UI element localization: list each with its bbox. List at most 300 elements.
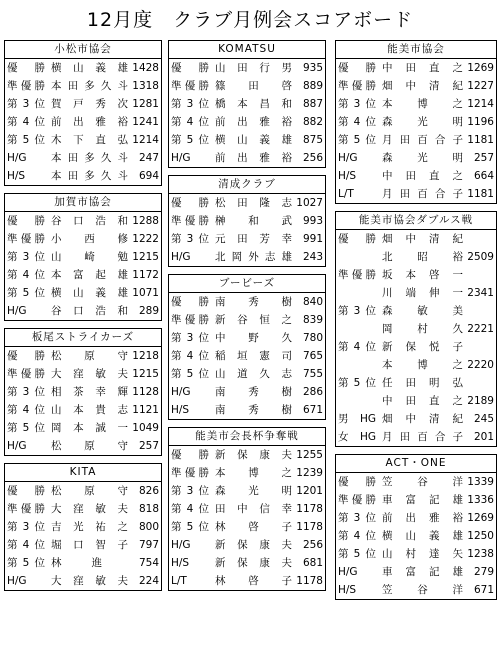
rank-label: 第5位 [7,134,45,146]
rank-label: L/T [171,575,187,587]
score-value: 1196 [467,116,494,128]
score-value: 1318 [132,80,159,92]
player-name: 森敏美 [382,305,463,317]
score-value: 2509 [467,251,494,263]
score-row [336,473,496,491]
score-value: 1172 [132,269,159,281]
player-name: 本富起雄 [51,269,128,281]
score-row [5,419,161,437]
score-value: 1281 [132,98,159,110]
box-header: ACT・ONE [336,455,496,473]
score-box [335,211,497,447]
score-row [5,518,161,536]
score-row [336,95,496,113]
score-row [169,500,325,518]
score-value: 2341 [467,287,494,299]
player-name: 松原守 [51,485,128,497]
score-row [169,329,325,347]
rank-label: H/G [171,539,191,551]
score-value: 1181 [467,134,494,146]
rank-label [338,356,376,374]
score-value [467,230,494,248]
player-name: 本博之 [382,359,463,371]
rank-label: 優勝 [338,233,376,245]
score-row [5,284,161,302]
rank-label: 優勝 [338,62,376,74]
rank-label: 準優勝 [171,80,209,92]
player-name: 畑中清紀 [382,413,463,425]
score-row [336,59,496,77]
score-row [5,572,161,590]
score-row [169,248,325,266]
score-row [336,266,496,284]
score-row [336,131,496,149]
player-name: 林啓子 [215,575,292,587]
rank-label: H/G [7,575,27,587]
page-title: 12月度 クラブ月例会スコアボード [86,9,414,31]
score-row [169,554,325,572]
score-row [169,383,325,401]
rank-label: 優勝 [171,62,209,74]
rank-label: 第5位 [338,134,376,146]
score-row [5,536,161,554]
score-row [5,230,161,248]
rank-label: 第5位 [171,368,209,380]
score-value: 935 [302,62,323,74]
score-value: 247 [138,152,159,164]
score-value: 694 [138,170,159,182]
score-value: 224 [138,575,159,587]
score-row [336,581,496,599]
score-value: 991 [302,233,323,245]
rank-label: 第4位 [7,539,45,551]
score-value: 1071 [132,287,159,299]
score-row [336,167,496,185]
score-value: 2221 [467,323,494,335]
player-name: 坂本啓一 [382,269,463,281]
score-row [336,392,496,410]
score-value: 800 [138,521,159,533]
rank-label: 第4位 [171,116,209,128]
rank-label: 優勝 [171,296,209,308]
score-value: 256 [302,539,323,551]
score-row [5,365,161,383]
player-name: 林進 [51,557,102,569]
score-row [169,518,325,536]
player-name: 谷口浩和 [51,215,128,227]
player-name: 稲垣憲司 [215,350,292,362]
score-box [4,193,162,321]
rank-label: 準優勝 [171,314,209,326]
rank-label: 優勝 [7,62,45,74]
score-row [336,374,496,392]
score-row [169,95,325,113]
score-row [336,356,496,374]
box-header: 能美市会長杯争奪戦 [169,428,325,446]
score-row [5,167,161,185]
rank-label: 第4位 [171,350,209,362]
player-name: 新保康夫 [215,449,292,461]
player-name: 大窪敏夫 [51,368,128,380]
player-name: 中野久 [215,332,292,344]
player-name: 横山義雄 [51,62,128,74]
rank-label: 第3位 [338,98,376,110]
player-name: 横山義雄 [51,287,128,299]
player-name: 中田直之 [382,62,463,74]
score-row [336,545,496,563]
rank-label: H/G [7,152,27,164]
score-box [168,274,326,420]
rank-label: H/G [7,305,27,317]
score-box [4,40,162,186]
score-value: 201 [473,431,494,443]
score-value [467,374,494,392]
player-name: 車富記雄 [382,494,463,506]
rank-label: H/S [7,170,26,182]
score-value: 257 [473,152,494,164]
rank-label: 第5位 [338,377,376,389]
score-value: 1178 [296,521,323,533]
rank-label: 準優勝 [7,503,45,515]
rank-label: 第4位 [338,341,376,353]
player-name: 南秀樹 [215,404,292,416]
score-row [336,149,496,167]
player-name: 北昭裕 [382,251,463,263]
rank-label: 第3位 [171,485,209,497]
player-name: 山村達矢 [382,548,463,560]
score-row [336,338,496,356]
rank-label: 第3位 [171,332,209,344]
box-header: 能美市協会ダブルス戦 [336,212,496,230]
rank-label: 優勝 [338,476,376,488]
score-value: 1121 [132,404,159,416]
score-row [336,185,496,203]
player-name: 榊和武 [215,215,292,227]
rank-label: 準優勝 [171,467,209,479]
score-value: 755 [302,368,323,380]
rank-label: 女HG [338,431,376,443]
player-name: 橋本昌和 [215,98,292,110]
score-box [168,427,326,591]
score-value: 256 [302,152,323,164]
score-value: 993 [302,215,323,227]
score-value: 1269 [467,512,494,524]
score-value: 1128 [132,386,159,398]
rank-label: 第3位 [338,512,376,524]
player-name: 山田行男 [215,62,292,74]
score-value [467,338,494,356]
score-row [169,194,325,212]
score-value: 257 [138,440,159,452]
score-value: 1239 [296,467,323,479]
score-value: 1428 [132,62,159,74]
player-name: 岡村久 [382,323,463,335]
player-name: 南秀樹 [215,296,292,308]
player-name: 本博之 [215,467,292,479]
score-row [5,437,161,455]
rank-label: H/S [171,404,190,416]
rank-label [338,320,376,338]
player-name: 新保康夫 [215,539,292,551]
column-1 [4,40,162,598]
score-value: 243 [302,251,323,263]
player-name: 木下直弘 [51,134,128,146]
player-name: 田中信幸 [215,503,292,515]
score-value: 1269 [467,62,494,74]
player-name: 大窪敏夫 [51,503,128,515]
rank-label: 準優勝 [7,80,45,92]
player-name: 山本貴志 [51,404,128,416]
rank-label: L/T [338,188,354,200]
score-row [336,320,496,338]
rank-label: 第4位 [171,503,209,515]
rank-label: H/G [338,152,358,164]
rank-label: 準優勝 [7,368,45,380]
player-name: 山崎勉 [51,251,128,263]
player-name: 山道久志 [215,368,292,380]
score-row [336,428,496,446]
rank-label: 第4位 [7,269,45,281]
score-box [335,454,497,600]
rank-label: 第3位 [7,386,45,398]
score-value: 765 [302,350,323,362]
score-box [335,40,497,204]
score-row [336,563,496,581]
rank-label: 男HG [338,413,376,425]
player-name: 中田直之 [382,170,463,182]
player-name: 吉光祐之 [51,521,128,533]
rank-label: 優勝 [7,485,45,497]
player-name: 松田隆志 [215,197,292,209]
player-name: 大窪敏夫 [51,575,128,587]
player-name: 本田多久斗 [51,152,128,164]
player-name: 月田百合子 [382,188,463,200]
score-row [5,149,161,167]
score-value: 1255 [296,449,323,461]
rank-label: H/G [338,566,358,578]
score-value: 1027 [296,197,323,209]
player-name: 川端伸一 [382,287,463,299]
player-name: 笠谷洋 [382,584,463,596]
score-value: 1250 [467,530,494,542]
score-row [169,230,325,248]
player-name: 新保康夫 [215,557,292,569]
player-name: 小西修 [51,233,128,245]
player-name: 車富記雄 [382,566,463,578]
score-value: 1214 [132,134,159,146]
score-row [169,401,325,419]
player-name: 森光明 [382,116,463,128]
player-name: 北岡外志雄 [215,251,292,263]
score-value: 889 [302,80,323,92]
score-value: 1227 [467,80,494,92]
rank-label: H/G [171,251,191,263]
rank-label: H/S [171,557,190,569]
column-2 [168,40,326,598]
score-row [5,59,161,77]
score-row [169,149,325,167]
score-row [5,554,161,572]
score-row [169,572,325,590]
box-header: 小松市協会 [5,41,161,59]
score-value: 1222 [132,233,159,245]
box-header: 能美市協会 [336,41,496,59]
rank-label [338,248,376,266]
rank-label: 第3位 [7,521,45,533]
box-header: 加賀市協会 [5,194,161,212]
rank-label: 第4位 [7,116,45,128]
player-name: 岡本誠一 [51,422,128,434]
score-value: 664 [473,170,494,182]
score-box [168,40,326,168]
score-row [336,284,496,302]
score-value: 289 [138,305,159,317]
score-value: 839 [302,314,323,326]
score-row [169,59,325,77]
score-row [169,464,325,482]
player-name: 林啓子 [215,521,292,533]
player-name: 前出雅裕 [382,512,463,524]
score-row [169,113,325,131]
player-name: 中田直之 [382,395,463,407]
score-value: 1336 [467,494,494,506]
score-value: 840 [302,296,323,308]
player-name: 森光明 [382,152,463,164]
score-value: 2220 [467,359,494,371]
score-value: 818 [138,503,159,515]
rank-label: H/G [171,152,191,164]
score-row [5,482,161,500]
score-row [336,248,496,266]
rank-label: 準優勝 [338,80,376,92]
score-row [5,266,161,284]
column-3 [335,40,497,607]
score-value: 2189 [467,395,494,407]
rank-label: 優勝 [7,215,45,227]
rank-label: 第3位 [338,305,376,317]
score-value: 1178 [296,503,323,515]
player-name: 谷口浩和 [51,305,128,317]
player-name: 前出雅裕 [51,116,128,128]
score-box [4,328,162,456]
score-row [169,77,325,95]
rank-label [338,392,376,410]
player-name: 堀口智子 [51,539,128,551]
score-value: 1214 [467,98,494,110]
rank-label: 第4位 [338,116,376,128]
score-row [5,347,161,365]
score-value: 279 [473,566,494,578]
score-box [4,463,162,591]
score-row [5,302,161,320]
player-name: 賀戸秀次 [51,98,128,110]
score-value: 1339 [467,476,494,488]
score-row [5,212,161,230]
player-name: 森光明 [215,485,292,497]
rank-label: 優勝 [7,350,45,362]
rank-label: 優勝 [171,197,209,209]
score-value: 1218 [132,350,159,362]
score-row [169,446,325,464]
rank-label: 第3位 [171,98,209,110]
box-header: 板尾ストライカーズ [5,329,161,347]
player-name: 月田百合子 [382,431,463,443]
player-name: 松原守 [51,440,128,452]
score-value: 780 [302,332,323,344]
player-name: 南秀樹 [215,386,292,398]
rank-label: H/G [7,440,27,452]
score-value: 882 [302,116,323,128]
box-header: KITA [5,464,161,482]
rank-label: H/S [338,584,357,596]
score-value: 1181 [467,188,494,200]
score-value: 286 [302,386,323,398]
score-row [169,311,325,329]
score-row [5,383,161,401]
rank-label: 準優勝 [338,269,376,281]
player-name: 篠田啓 [215,80,292,92]
player-name: 畑中清紀 [382,80,463,92]
score-value: 1241 [132,116,159,128]
score-value [467,302,494,320]
score-row [5,401,161,419]
score-value: 1238 [467,548,494,560]
score-value: 797 [138,539,159,551]
score-row [169,536,325,554]
rank-label: 準優勝 [171,215,209,227]
score-value: 681 [302,557,323,569]
score-box [168,175,326,267]
box-header: KOMATSU [169,41,325,59]
rank-label [338,284,376,302]
rank-label: 第5位 [7,422,45,434]
score-value: 875 [302,134,323,146]
rank-label: H/G [171,386,191,398]
rank-label: 第3位 [7,98,45,110]
player-name: 元田芳幸 [215,233,292,245]
player-name: 前出雅裕 [215,152,292,164]
score-row [336,302,496,320]
player-name: 本田多久斗 [51,170,128,182]
player-name: 前出雅裕 [215,116,292,128]
box-header: ブービーズ [169,275,325,293]
rank-label: 第5位 [7,287,45,299]
score-value: 1201 [296,485,323,497]
score-row [169,347,325,365]
score-value: 826 [138,485,159,497]
rank-label: 第3位 [171,233,209,245]
player-name: 横山義雄 [382,530,463,542]
rank-label: 第4位 [338,530,376,542]
score-value: 671 [302,404,323,416]
rank-label: 第5位 [171,134,209,146]
score-row [336,113,496,131]
score-value: 754 [138,557,159,569]
score-value: 1215 [132,368,159,380]
rank-label: 第3位 [7,251,45,263]
score-value: 887 [302,98,323,110]
score-row [5,131,161,149]
rank-label: 第4位 [7,404,45,416]
score-row [336,509,496,527]
score-row [169,131,325,149]
rank-label: 第5位 [171,521,209,533]
rank-label: 第5位 [338,548,376,560]
score-value: 1288 [132,215,159,227]
rank-label: 第5位 [7,557,45,569]
score-value: 1215 [132,251,159,263]
score-value: 1049 [132,422,159,434]
